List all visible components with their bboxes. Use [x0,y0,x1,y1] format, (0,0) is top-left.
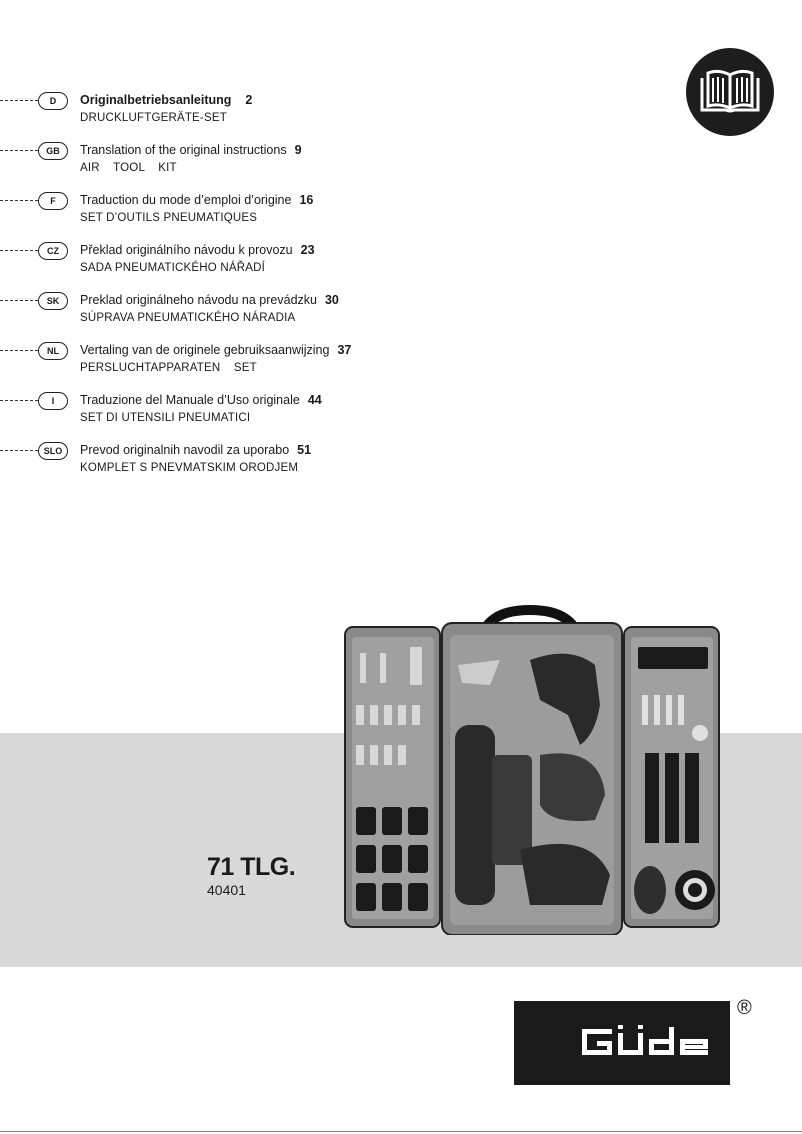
language-code-badge: CZ [38,242,68,260]
language-title-line [80,392,322,408]
language-subtitle: SET DI UTENSILI PNEUMATICI [80,412,251,424]
language-code-badge: I [38,392,68,410]
bottom-rule [0,1131,802,1132]
leader-line [0,250,38,251]
leader-line [0,450,38,451]
language-entry [0,442,420,482]
language-title-line [80,242,315,258]
language-code-badge: NL [38,342,68,360]
language-title-line [80,442,311,458]
language-subtitle: SET D’OUTILS PNEUMATIQUES [80,212,258,224]
registered-mark: ® [737,997,752,1019]
language-title-line [80,192,313,208]
page-number: 51 [297,443,312,457]
language-code-badge: D [38,92,68,110]
language-subtitle: KOMPLET S PNEVMATSKIM ORODJEM [80,462,299,474]
page-number: 37 [337,343,352,357]
language-code-badge: SLO [38,442,68,460]
language-entry [0,142,420,182]
leader-line [0,200,38,201]
language-subtitle: PERSLUCHTAPPARATEN SET [80,362,257,374]
tool-case-image [340,605,730,935]
leader-line [0,400,38,401]
language-title: Traduzione del Manuale d’Uso originale [80,393,300,407]
language-title-line [80,342,351,358]
leader-line [0,300,38,301]
language-code-badge: GB [38,142,68,160]
language-entry [0,292,420,332]
leader-line [0,100,38,101]
language-entry [0,192,420,232]
language-entry [0,92,420,132]
page-number: 16 [299,193,314,207]
language-title: Vertaling van de originele gebruiksaanwijzing [80,343,330,357]
language-entry [0,242,420,282]
language-title: Traduction du mode d’emploi d’origine [80,193,292,207]
language-entry [0,342,420,382]
page-number: 9 [294,143,302,157]
page-number: 2 [245,93,253,107]
language-subtitle: SADA PNEUMATICKÉHO NÁŘADÍ [80,262,265,274]
language-subtitle: SÚPRAVA PNEUMATICKÉHO NÁRADIA [80,312,296,324]
language-title-line [80,292,339,308]
language-title-line [80,92,252,108]
page-number: 30 [324,293,339,307]
language-title: Translation of the original instructions [80,143,287,157]
page-number: 44 [307,393,322,407]
leader-line [0,350,38,351]
language-title: Preklad originálneho návodu na prevádzku [80,293,317,307]
leader-line [0,150,38,151]
model-label: 71 TLG. [207,853,296,881]
language-title: Překlad originálního návodu k provozu [80,243,293,257]
language-title: Prevod originalnih navodil za uporabo [80,443,290,457]
language-code-badge: F [38,192,68,210]
article-number: 40401 [207,882,246,898]
open-book-icon [686,48,774,136]
language-entry [0,392,420,432]
brand-logo [514,1001,730,1085]
language-title: Originalbetriebsanleitung [80,93,232,107]
language-title-line [80,142,302,158]
language-subtitle: AIR TOOL KIT [80,162,177,174]
language-subtitle: DRUCKLUFTGERÄTE-SET [80,112,227,124]
language-code-badge: SK [38,292,68,310]
page-number: 23 [300,243,315,257]
